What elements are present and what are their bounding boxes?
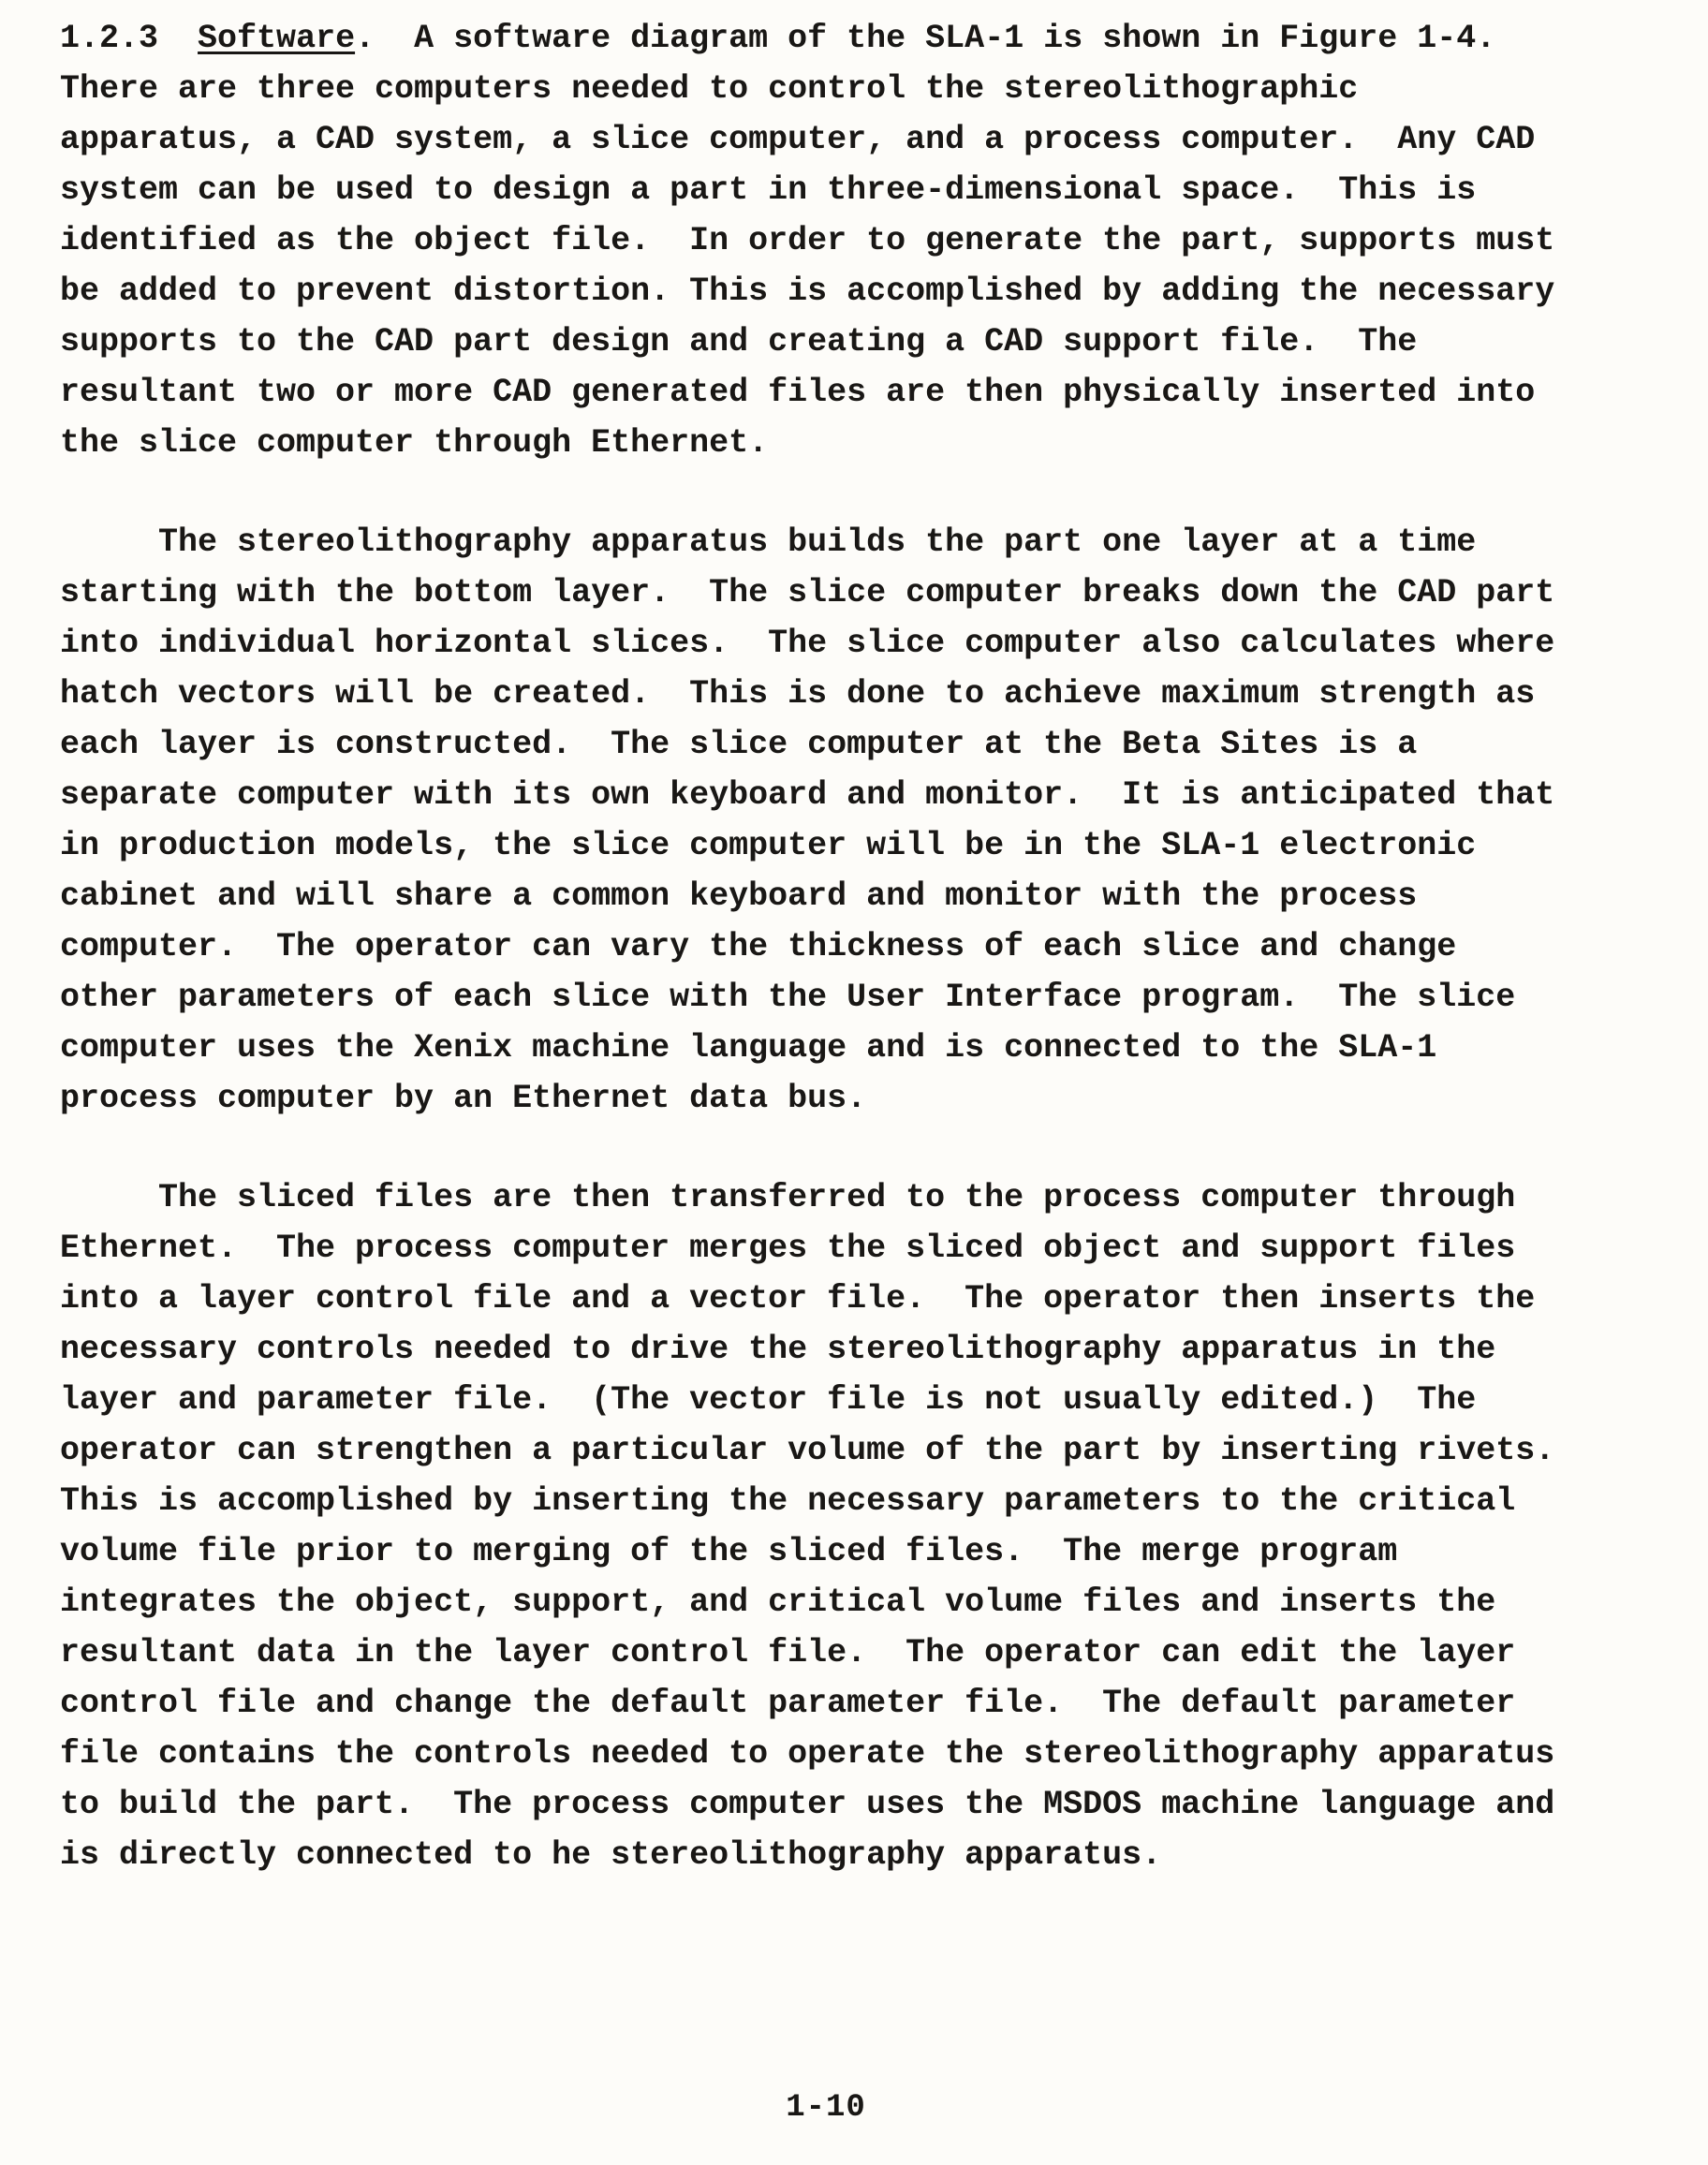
text-line: resultant data in the layer control file. The operator can edit the layer: [60, 1634, 1516, 1672]
paragraph: [60, 1172, 1592, 1880]
text-line: the slice computer through Ethernet.: [60, 424, 769, 462]
section-heading-separator: [158, 20, 198, 57]
text-line: integrates the object, support, and critical volume files and inserts the: [60, 1583, 1496, 1621]
document-body: [60, 64, 1592, 1880]
text-line: necessary controls needed to drive the stereolithography apparatus in the: [60, 1331, 1496, 1368]
text-line: file contains the controls needed to operate the stereolithography apparatus: [60, 1735, 1555, 1773]
section-number: 1.2.3: [60, 20, 159, 57]
section-heading: [60, 13, 1592, 64]
text-line: hatch vectors will be created. This is done to achieve maximum strength as: [60, 675, 1536, 713]
text-line: identified as the object file. In order to generate the part, supports must: [60, 222, 1555, 259]
text-line: apparatus, a CAD system, a slice computer, and a process computer. Any CAD: [60, 121, 1536, 158]
page-number: 1-10: [786, 2090, 866, 2126]
text-line: operator can strengthen a particular volume of the part by inserting rivets.: [60, 1432, 1555, 1469]
section-heading-rest: . A software diagram of the SLA-1 is shown in Figure 1-4.: [355, 20, 1496, 57]
text-line: into individual horizontal slices. The slice computer also calculates where: [60, 625, 1555, 662]
text-line: There are three computers needed to control the stereolithographic: [60, 70, 1359, 108]
text-line: to build the part. The process computer uses the MSDOS machine language and: [60, 1786, 1555, 1823]
text-line: layer and parameter file. (The vector file is not usually edited.) The: [60, 1381, 1477, 1419]
text-line: The sliced files are then transferred to the process computer through: [60, 1179, 1516, 1216]
text-line: volume file prior to merging of the sliced files. The merge program: [60, 1533, 1398, 1570]
section-title: Software: [198, 20, 356, 57]
text-line: separate computer with its own keyboard and monitor. It is anticipated that: [60, 776, 1555, 814]
text-line: Ethernet. The process computer merges the sliced object and support files: [60, 1230, 1516, 1267]
text-line: resultant two or more CAD generated files are then physically inserted into: [60, 374, 1536, 411]
text-line: is directly connected to he stereolithography apparatus.: [60, 1836, 1162, 1874]
text-line: starting with the bottom layer. The slice computer breaks down the CAD part: [60, 574, 1555, 611]
text-line: system can be used to design a part in three-dimensional space. This is: [60, 171, 1477, 209]
text-line: process computer by an Ethernet data bus.: [60, 1080, 867, 1117]
text-line: into a layer control file and a vector file. The operator then inserts the: [60, 1280, 1536, 1318]
text-line: computer uses the Xenix machine language and is connected to the SLA-1: [60, 1029, 1437, 1067]
paragraph: [60, 517, 1592, 1124]
text-line: supports to the CAD part design and creating a CAD support file. The: [60, 323, 1418, 361]
text-line: cabinet and will share a common keyboard and monitor with the process: [60, 877, 1418, 915]
text-line: The stereolithography apparatus builds the part one layer at a time: [60, 523, 1477, 561]
text-line: in production models, the slice computer will be in the SLA-1 electronic: [60, 827, 1477, 864]
text-line: other parameters of each slice with the User Interface program. The slice: [60, 979, 1516, 1016]
text-line: computer. The operator can vary the thickness of each slice and change: [60, 928, 1457, 965]
paragraph: [60, 64, 1592, 468]
text-line: be added to prevent distortion. This is accomplished by adding the necessary: [60, 272, 1555, 310]
text-line: This is accomplished by inserting the necessary parameters to the critical: [60, 1482, 1516, 1520]
text-line: control file and change the default parameter file. The default parameter: [60, 1685, 1516, 1722]
text-line: each layer is constructed. The slice computer at the Beta Sites is a: [60, 726, 1418, 763]
